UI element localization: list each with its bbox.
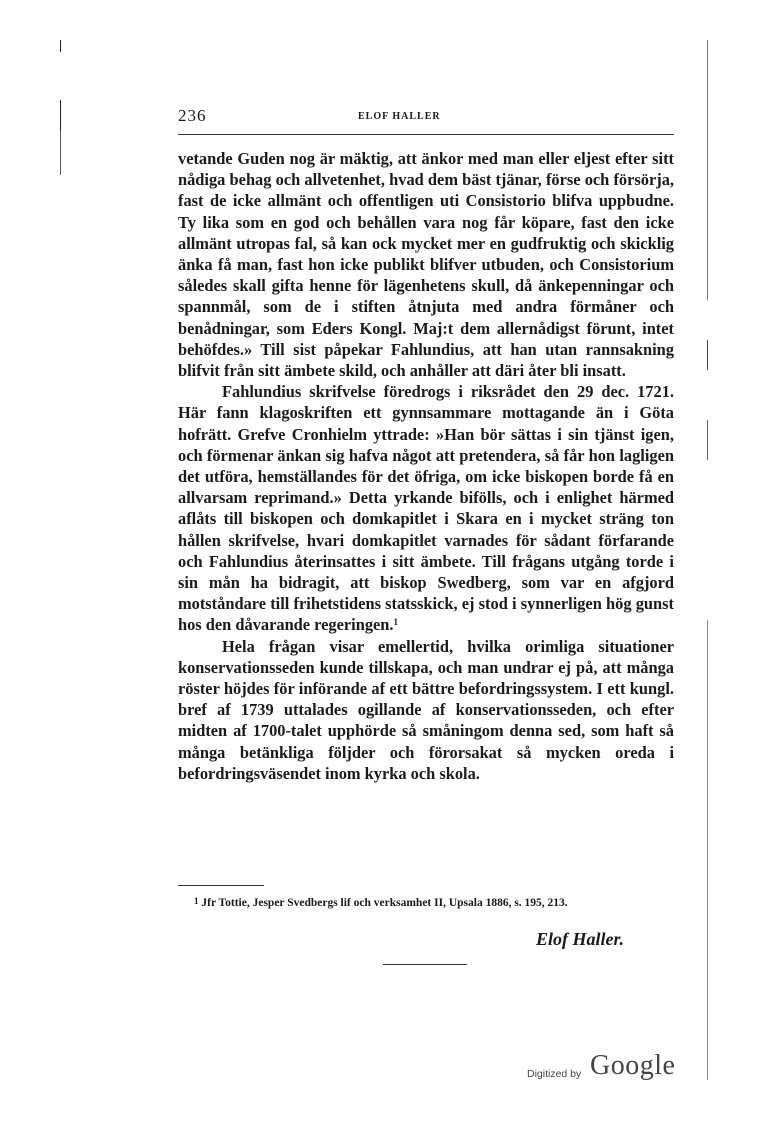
paragraph-2-text: Fahlundius skrifvelse föredrogs i riksrådet den 29 dec. 1721. Här fann klagoskriften ett gynnsammare mottagande än i Göta hofrätt. Grefve Cronhielm yttrade: »Han bör sättas i sin tjänst igen, och förmenar änkan sig hafva något att pretendera, så får hon lagligen det utföra, hemställandes för det öfriga, om icke biskopen borde få en allvarsam reprimand.» Detta yrkande bifölls, och i enlighet härmed aflåts till biskopen och domkapitlet i Skara en i mycket sträng ton hållen skrifvelse, hvari domkapitlet varnades för sådant förfarande och Fahlundius återinsattes i sitt ämbete. Till frågans utgång torde i sin mån ha bidragit, att biskop Swedberg, som var en afgjord motståndare till frihetstidens statsskick, ej stod i synnerligen hög gunst hos den dåvarande regeringen. (178, 382, 674, 635)
footnote-reference: 1 (393, 617, 399, 628)
page-number: 236 (178, 106, 207, 125)
scan-edge-line (707, 340, 708, 370)
end-rule (383, 964, 467, 965)
scan-edge-line (707, 420, 708, 460)
footnote-rule (178, 885, 264, 886)
digitization-watermark (527, 1050, 697, 1090)
footnote (178, 893, 674, 913)
author-signature: Elof Haller. (536, 929, 625, 949)
running-head: ELOF HALLER (358, 111, 441, 122)
paragraph-2 (178, 381, 674, 635)
paragraph-3: Hela frågan visar emellertid, hvilka orimliga situationer konservationsseden kunde tillskapa, och man undrar ej på, att många röster höjdes för införande af ett bättre befordringssystem. I ett kungl. bref af 1739 uttalades ogillande af konservationsseden, och efter midten af 1700-talet upphörde så småningom denna sed, som haft så många betänkliga följder och förorsakat så mycken oreda i befordringsväsendet inom kyrka och skola. (178, 636, 674, 783)
header-rule (178, 134, 674, 135)
page-header (178, 106, 674, 132)
body-text (178, 148, 674, 784)
scan-edge-line (60, 130, 61, 175)
footnote-text: Jfr Tottie, Jesper Svedbergs lif och verksamhet II, Upsala 1886, s. 195, 213. (201, 897, 568, 909)
scan-edge-line (707, 620, 708, 1080)
scan-edge-line (60, 40, 61, 52)
footnote-marker: 1 (194, 896, 199, 906)
watermark-brand-logo: Google (590, 1050, 676, 1081)
paragraph-1: vetande Guden nog är mäktig, att änkor med man eller eljest efter sitt nådiga behag och allvetenhet, hvad dem bäst tjänar, förse och försörja, fast de icke allmänt och offentligen uti Consistorio blifva uppbudne. Ty lika som en god och behållen vara nog får köpare, fast den icke allmänt utropas fal, så kan ock mycket mer en gudfruktig och skicklig änka få man, fast hon icke publikt blifver utbuden, och Consistorium således skall gifta henne för lägenhetens skull, då änkepenningar och spannmål, som de i stiften åtnjuta med andra förmåner och benådningar, som Eders Kongl. Maj:t dem allernådigst förunt, intet behöfdes.» Till sist påpekar Fahlundius, att han utan rannsakning blifvit från sitt ämbete skild, och anhåller att däri åter bli insatt. (178, 149, 674, 381)
watermark-prefix: Digitized by (527, 1068, 582, 1080)
scan-edge-line (707, 40, 708, 300)
